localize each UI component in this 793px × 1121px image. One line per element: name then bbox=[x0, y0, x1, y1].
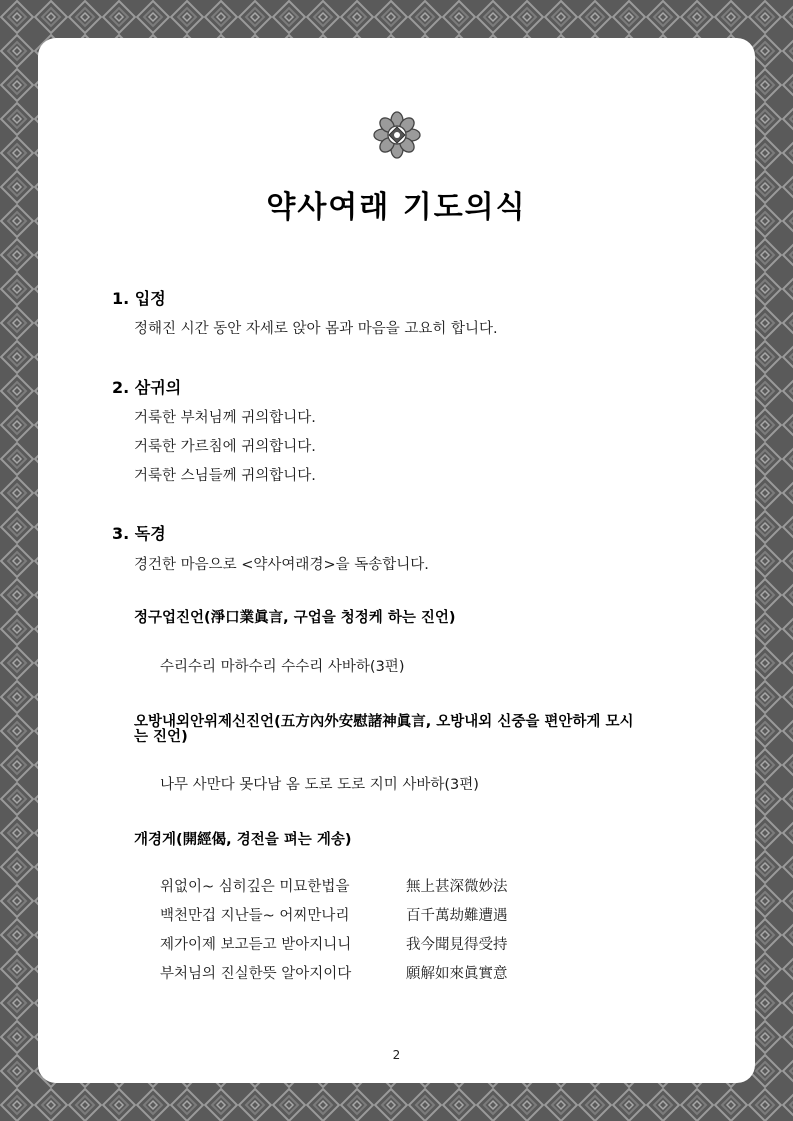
refuge-line: 거룩한 부처님께 귀의합니다. bbox=[134, 410, 316, 426]
section-heading-three-refuges: 2. 삼귀의 bbox=[112, 378, 182, 397]
subsection-heading-five-directions-mantra: 오방내외안위제신진언(五方內外安慰諸神眞言, 오방내외 신중을 편안하게 모시 bbox=[134, 714, 634, 730]
page-title: 약사여래 기도의식 bbox=[266, 190, 527, 225]
verse-hanja: 百千萬劫難遭遇 bbox=[406, 908, 508, 924]
section-heading-sutra-reading: 3. 독경 bbox=[112, 524, 166, 543]
verse-korean: 백천만겁 지난들~ 어찌만나리 bbox=[160, 908, 350, 924]
verse-hanja: 願解如來眞實意 bbox=[406, 966, 508, 982]
lotus-emblem-icon bbox=[372, 110, 422, 160]
refuge-line: 거룩한 스님들께 귀의합니다. bbox=[134, 468, 316, 484]
page-number: 2 bbox=[392, 1048, 401, 1062]
subsection-heading-sutra-opening-verse: 개경게(開經偈, 경전을 펴는 게송) bbox=[134, 832, 352, 848]
body-line: 경건한 마음으로 <약사여래경>을 독송합니다. bbox=[134, 557, 429, 573]
verse-korean: 위없이~ 심히깊은 미묘한법을 bbox=[160, 879, 350, 895]
verse-korean: 제가이제 보고듣고 받아지니니 bbox=[160, 937, 352, 953]
document-page bbox=[38, 38, 755, 1083]
subsection-heading-mouth-purification-mantra: 정구업진언(淨口業眞言, 구업을 청정케 하는 진언) bbox=[134, 610, 456, 626]
body-line: 정해진 시간 동안 자세로 앉아 몸과 마음을 고요히 합니다. bbox=[134, 321, 498, 337]
verse-korean: 부처님의 진실한뜻 알아지이다 bbox=[160, 966, 352, 982]
refuge-line: 거룩한 가르침에 귀의합니다. bbox=[134, 439, 316, 455]
section-heading-entering-stillness: 1. 입정 bbox=[112, 289, 166, 308]
verse-hanja: 我今聞見得受持 bbox=[406, 937, 508, 953]
subsection-heading-five-directions-mantra-continued: 는 진언) bbox=[134, 729, 188, 745]
mantra-line: 나무 사만다 못다남 옴 도로 도로 지미 사바하(3편) bbox=[160, 777, 479, 793]
mantra-line: 수리수리 마하수리 수수리 사바하(3편) bbox=[160, 659, 405, 675]
verse-hanja: 無上甚深微妙法 bbox=[406, 879, 508, 895]
